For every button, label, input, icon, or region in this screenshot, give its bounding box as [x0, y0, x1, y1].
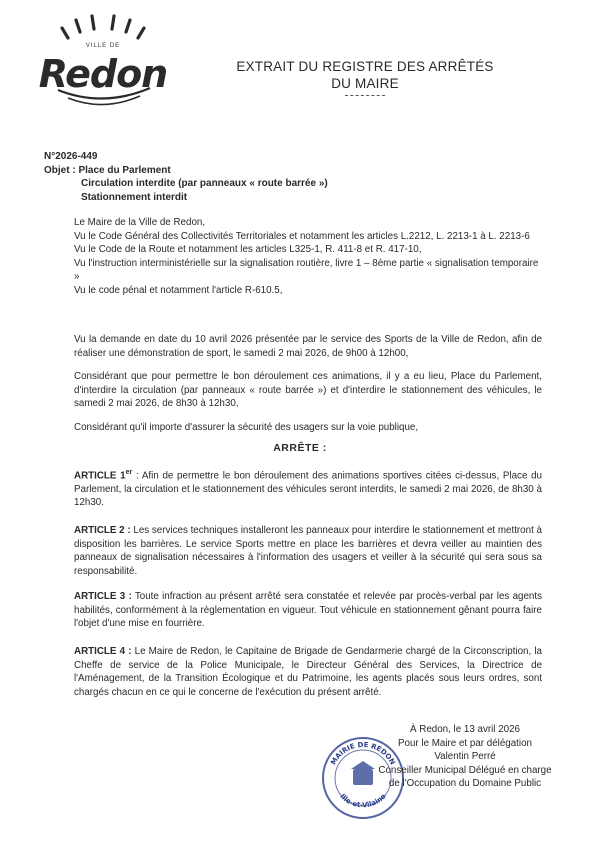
svg-text:Ille-et-Vilaine: [338, 792, 387, 809]
signature-delegation: Pour le Maire et par délégation: [398, 737, 532, 749]
signature-place-date: À Redon, le 13 avril 2026: [409, 724, 520, 735]
header-divider: [345, 95, 385, 96]
objet-place: Place du Parlement: [78, 164, 171, 176]
preamble-line1: Le Maire de la Ville de Redon,: [74, 217, 206, 228]
preamble-line2: Vu le Code Général des Collectivités Territoriales et notamment les articles L.2212, L. 2213-1 à L. 2213-6: [74, 230, 530, 242]
article-3: [74, 590, 542, 631]
article-4-text: Le Maire de Redon, le Capitaine de Brigade de Gendarmerie chargé de la Circonscription, la Cheffe de service de la Police Municipale, le Directeur Général des Services, la Directrice de l'Aménagement, de la Transition Écologique et du Patrimoine, les agents placés sous leurs ordres, sont chargés chacun en ce qui le concerne de l'exécution du présent arrêté.: [74, 646, 542, 698]
header-title-line1: EXTRAIT DU REGISTRE DES ARRÊTÉS: [236, 59, 494, 74]
article-4-label: ARTICLE 4 :: [74, 646, 132, 657]
article-1-text: : Afin de permettre le bon déroulement des animations sportives citées ci-dessus, Place du Parlement, la circulation et le stationnement des véhicules seront interdits, le samedi 2 mai 2026, de 8h30 à 12h30.: [74, 470, 542, 509]
considerant-paragraph-2: Considérant qu'il importe d'assurer la sécurité des usagers sur la voie publique,: [74, 422, 419, 433]
article-2: [74, 524, 542, 578]
article-4: [74, 645, 542, 699]
logo-subtitle: VILLE DE: [85, 43, 121, 49]
considerant-paragraph-1: Considérant que pour permettre le bon déroulement ces animations, il y a eu lieu, Place du Parlement, d'interdire la circulation (par panneaux « route barrée ») et d'interdire le stationnement des véhicules, le samedi 2 mai 2026, de 8h30 à 12h30,: [74, 371, 542, 409]
preamble: [74, 216, 542, 297]
preamble-line3: Vu le Code de la Route et notamment les articles L325-1, R. 411-8 et R. 417-10,: [74, 244, 422, 255]
article-1-sup: er: [125, 469, 133, 476]
logo-name: Redon: [38, 52, 168, 96]
article-2-text: Les services techniques installeront les panneaux pour interdire le stationnement et mettront à disposition les barrières. Le service Sports mettre en place les barrières et devra veiller au maintien des panneaux de signalisation nécessaires à l'information des usagers et veiller à la sécurité qui sera sous sa responsabilité.: [74, 525, 542, 577]
article-3-text: Toute infraction au présent arrêté sera constatée et relevée par procès-verbal par les agents habilités, conformément à la règlementation en vigueur. Tout véhicule en stationnement gênant pourra faire l'objet d'une mise en fourrière.: [74, 591, 542, 629]
document-header: [215, 58, 515, 96]
stamp-top-text: MAIRIE DE REDON: [329, 740, 397, 767]
article-3-label: ARTICLE 3 :: [74, 591, 132, 602]
objet-line1: [44, 164, 328, 178]
arrete-heading: ARRÊTE :: [273, 442, 327, 454]
article-1-label: ARTICLE 1: [74, 470, 126, 482]
objet-line3: Stationnement interdit: [81, 191, 188, 203]
preamble-line5: Vu le code pénal et notamment l'article R-610.5,: [74, 284, 283, 296]
objet-label: Objet :: [44, 164, 76, 176]
article-1: [74, 466, 542, 510]
demande-paragraph: Vu la demande en date du 10 avril 2026 présentée par le service des Sports de la Ville de Redon, afin de réaliser une démonstration de sport, le samedi 2 mai 2026, de 9h00 à 12h00,: [74, 334, 542, 359]
arrete-number: N°2026-449: [44, 151, 98, 162]
signature-role2: de l'Occupation du Domaine Public: [388, 778, 542, 789]
signature-block: [360, 723, 570, 791]
objet-line2: Circulation interdite (par panneaux « route barrée »): [81, 178, 328, 189]
signature-name: Valentin Perré: [434, 751, 496, 762]
stamp-bottom-text: Ille-et-Vilaine: [338, 792, 388, 810]
preamble-line4: Vu l'instruction interministérielle sur la signalisation routière, livre 1 – 8ème partie « signalisation temporaire »: [74, 257, 539, 282]
redon-logo: [28, 10, 178, 110]
signature-role1: Conseiller Municipal Délégué en charge: [378, 764, 552, 776]
header-title-line2: DU MAIRE: [331, 76, 399, 91]
article-2-label: ARTICLE 2 :: [74, 525, 131, 536]
arrete-meta: [44, 150, 328, 204]
